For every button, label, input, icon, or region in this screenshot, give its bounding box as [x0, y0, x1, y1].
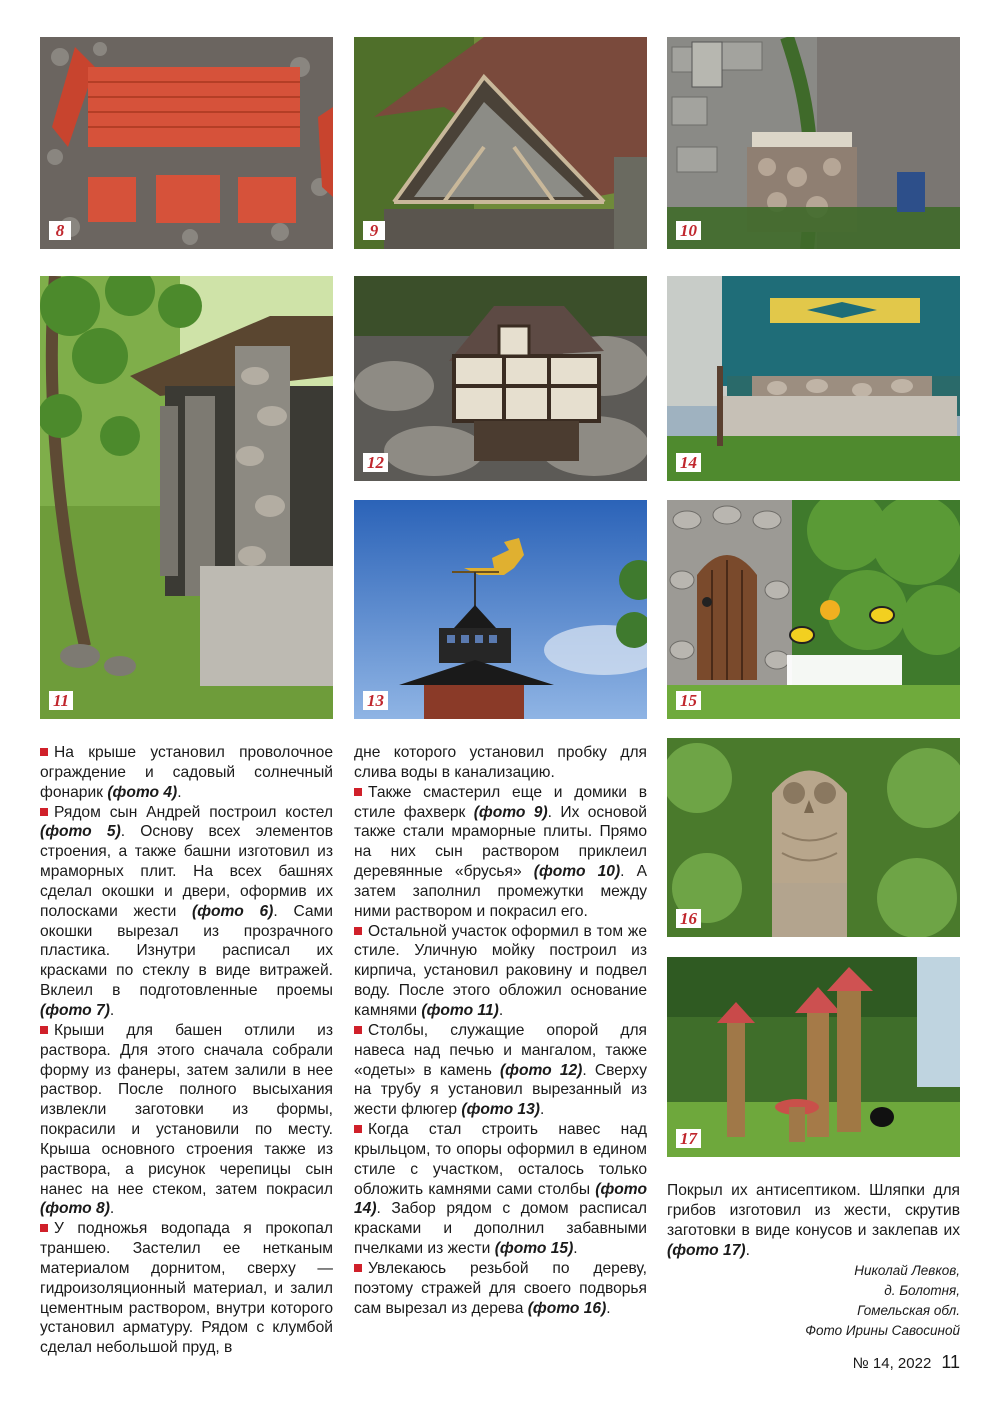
paragraph: Покрыл их антисептиком. Шляпки для грибов изготовил из жести, скрутив заготовки в виде конусов и заклепав их (фото 17). [667, 1182, 960, 1259]
photo-outdoor-sink [667, 37, 960, 249]
paragraph: Рядом сын Андрей построил костел (фото 5). Основу всех элементов строения, а также башни изготовил из мраморных плит. На всех башнях сделал окошки и двери, оформив их полосками жести (фото 6). Сами окошки вырезал из прозрачного пластика. Изнутри расписал их красками по стеклу в виде витражей. Вклеил в подготовленные проемы (фото 7). [40, 803, 333, 1019]
photo-number: 15 [676, 691, 701, 710]
page-footer [853, 1352, 960, 1373]
bullet-icon [40, 808, 48, 816]
photo-number: 16 [676, 909, 701, 928]
photo-stone-pillars-canopy [40, 276, 333, 719]
photo-number: 11 [49, 691, 73, 710]
author-village: д. Болотня, [884, 1282, 960, 1298]
bullet-icon [40, 1026, 48, 1034]
paragraph: У подножья водопада я прокопал траншею. Застелил ее нетканым материалом дорнитом, сверху — гидроизоляционный материал, и залил цементным раствором, внутри которого установил арматуру. Рядом с клумбой сделал небольшой пруд, в [40, 1220, 333, 1357]
photo-credit: Фото Ирины Савосиной [805, 1322, 960, 1338]
photo-number: 8 [49, 221, 71, 240]
photo-roof-tiles [40, 37, 333, 249]
photo-porch-stone-steps [667, 276, 960, 481]
photo-number: 17 [676, 1129, 701, 1148]
page-number: 11 [941, 1352, 960, 1372]
bullet-icon [40, 1224, 48, 1232]
paragraph: Крыши для башен отлили из раствора. Для этого сначала собрали форму из фанеры, затем залили в нее раствор. После полного высыхания извлекли заготовки из формы, покрасили и установили по месту. Крыша основного строения также из раствора, а рисунок черепицы сын нанес на нее стеком, затем покрасил (фото 8). [40, 1021, 333, 1218]
bullet-icon [354, 1264, 362, 1272]
bullet-icon [354, 1125, 362, 1133]
author-name: Николай Левков, [854, 1263, 960, 1278]
text-column-3 [667, 1181, 960, 1260]
bullet-icon [354, 788, 362, 796]
photo-number: 9 [363, 221, 385, 240]
photo-number: 10 [676, 221, 701, 240]
bullet-icon [354, 927, 362, 935]
paragraph: Столбы, служащие опорой для навеса над печью и мангалом, также «одеты» в камень (фото 12). Сверху на трубу я установил вырезанный из жести флюгер (фото 13). [354, 1021, 647, 1119]
text-column-1 [40, 743, 333, 1358]
photo-carved-mushrooms [667, 957, 960, 1157]
paragraph: дне которого установил пробку для слива воды в канализацию. [354, 744, 647, 781]
paragraph: Когда стал строить навес над крыльцом, то опоры оформил в едином стиле с участком, осталось только обложить камнями сами столбы (фото 14). Забор рядом с домом расписал красками и дополнил забавными пчелками из жести (фото 15). [354, 1121, 647, 1258]
author-region: Гомельская обл. [857, 1302, 960, 1318]
photo-miniature-house [354, 276, 647, 481]
photo-number: 14 [676, 453, 701, 472]
issue-number: № 14, 2022 [852, 1355, 932, 1372]
paragraph: Остальной участок оформил в том же стиле. Уличную мойку построил из кирпича, установил раковину и подвел воду. После этого обложил основание камнями (фото 11). [354, 922, 647, 1019]
photo-weather-vane [354, 500, 647, 719]
photo-carved-owl [667, 738, 960, 937]
paragraph: Также смастерил еще и домики в стиле фахверк (фото 9). Их основой также стали мраморные плиты. Прямо на них сын раствором приклеил деревянные «брусья» (фото 10). А затем заполнил промежутки между ними раствором и покрасил его. [354, 783, 647, 920]
paragraph: На крыше установил проволочное ограждение и садовый солнечный фонарик (фото 4). [40, 744, 333, 801]
paragraph: Увлекаюсь резьбой по дереву, поэтому стражей для своего подворья сам вырезал из дерева (фото 16). [354, 1259, 647, 1317]
photo-painted-door-bees [667, 500, 960, 719]
photo-number: 13 [363, 691, 388, 710]
text-column-2 [354, 743, 647, 1318]
photo-half-timber-house [354, 37, 647, 249]
bullet-icon [354, 1026, 362, 1034]
bullet-icon [40, 748, 48, 756]
signature [660, 1261, 960, 1340]
photo-number: 12 [363, 453, 388, 472]
